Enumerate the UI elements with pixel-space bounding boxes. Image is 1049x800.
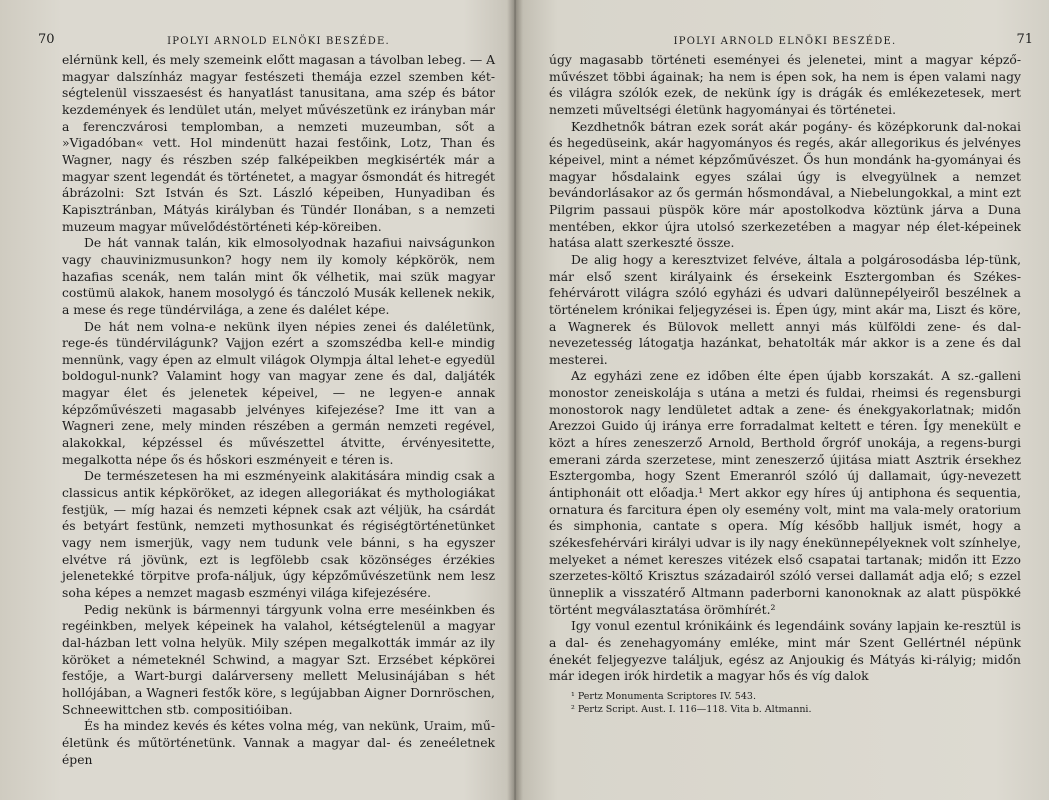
footnotes [549, 690, 1021, 716]
paragraph: De alig hogy a keresztvizet felvéve, általa a polgárosodásba lép-tünk, már első szent királyaink és érsekeink Esztergomban és Székes-fehérvárott világra szóló egyházi és udvari dalünnepélyeiről beszélnek a történelem krónikai feljegyzései is. Épen úgy, mint akár ma, Liszt és köre, a Wagnerek és Bülovok mellett annyi más külföldi zene- és dal-nevezetesség látogatja hazánkat, behatolták már akkor is a zene és dal mesterei. [549, 252, 1021, 367]
left-page-number: 70 [38, 32, 55, 47]
paragraph: elérnünk kell, és mely szemeink előtt magasan a távolban lebeg. — A magyar dalszínház magyar festészeti themája ezzel szemben két-ségtelenül visszaesést és hanyatlást tanusitana, ama szép és bátor kezdemények és lendület után, melyet művészetünk ez irányban már a ferenczvárosi templomban, a nemzeti muzeumban, sőt a »Vigadóban« vett. Hol mindenütt hazai festőink, Lotz, Than és Wagner, nagy és részben szép falképeikben megkisérték már a magyar szent legendát és történetet, a magyar ősmondát és hitregét ábrázolni: Szt István és Szt. László képeiben, Hunyadiban és Kapisztránban, Mátyás királyban és Tündér Ilonában, s a nemzeti muzeum magyar művelődéstörténeti kép-köreiben. [62, 53, 496, 234]
paragraph: Kezdhetnők bátran ezek sorát akár pogány- és középkorunk dal-nokai és hegedüseink, akár hagyományos és regés, akár allegorikus és jelvényes képeivel, mint a német képzőművészet. Ős hun mondánk ha-gyományai és magyar hősdalaink egyes szálai úgy is elvegyülnek a nemzet bevándorlásakor az ős germán hősmondával, a Niebelungokkal, a mint ezt Pilgrim passaui püspök köre már apostolkodva köztünk járva a Duna mentében, ekkor újra utolsó szerkezetében a magyar nép élet-képeinek hatása alatt szerkeszté össze. [549, 119, 1021, 251]
footnote: ² Pertz Script. Aust. I. 116—118. Vita b. Altmanni. [571, 704, 812, 715]
right-page-number: 71 [1016, 32, 1033, 47]
footnote: ¹ Pertz Monumenta Scriptores IV. 543. [571, 691, 756, 702]
left-body-text [62, 52, 495, 768]
paragraph: És ha mindez kevés és kétes volna még, van nekünk, Uraim, mű-életünk és műtörténetünk. Vannak a magyar dal- és zeneéletnek épen [62, 719, 495, 767]
left-running-head [38, 30, 495, 52]
paragraph: úgy magasabb történeti eseményei és jelenetei, mint a magyar képző-művészet többi ágainak; ha nem is épen sok, ha nem is épen valami nagy és világra szólók ezek, de nekünk így is drágák és emlékezetesek, mert nemzeti műveltségi életünk hagyományai és történetei. [549, 53, 1021, 117]
paragraph: Igy vonul ezentul krónikáink és legendáink sovány lapjain ke-resztül is a dal- és zenehagyomány emléke, mint már Szent Gellértnél népünk énekét feljegyezve találjuk, egész az Anjoukig és Mátyás ki-rályig; midőn már idegen irók hirdetik a magyar hős és víg dalok [549, 619, 1021, 684]
paragraph: De hát nem volna-e nekünk ilyen népies zenei és daléletünk, rege-és tündérvilágunk? Vajjon ezért a szomszédba kell-e mindig mennünk, vagy épen az elmult világok Olympja által lehet-e egyedül boldogul-nunk? Valamint hogy van magyar zene és dal, daljáték magyar élet és jelenetek képeivel, — ne legyen-e annak képzőművészeti magasabb jelvényes kifejezése? Ime itt van a Wagneri zene, mely minden részében a germán nemzeti regével, alakokkal, képzéssel és művészettel átvitte, érvényesitette, megalkotta népe ős és hőskori eszményeit e téren is. [62, 319, 495, 467]
left-page [0, 0, 515, 800]
paragraph: De természetesen ha mi eszményeink alakitására mindig csak a classicus antik képköröket, az idegen allegoriákat és mythologiákat festjük, — míg hazai és nemzeti képnek csak azt véljük, ha csárdát és betyárt festünk, nemzeti mythosunkat és régiségtörténetünket vagy nem ismerjük, vagy nem tudunk vele bánni, s ha egyszer elvétve rá jövünk, ezt is legfölebb csak közönséges érzékies jelenetekké törpitve profa-náljuk, úgy képzőművészetünk nem lesz soha képes a nemzet magasb eszményi világa kifejezésére. [62, 469, 495, 600]
right-running-head [549, 30, 1033, 52]
right-body-text [549, 52, 1021, 685]
paragraph: De hát vannak talán, kik elmosolyodnak hazafiui naivságunkon vagy chauvinizmusunkon? hogy nem ily komoly képkörök, nem hazafias scenák, nem talán mint ők vélhetik, mai szük magyar costümü alakok, hanem mosolygó és tánczoló Musák kellenek nekik, a mese és rege tündérvilága, a zene és dalélet képe. [62, 236, 495, 317]
paragraph: Pedig nekünk is bármennyi tárgyunk volna erre meséinkben és regéinkben, melyek képeinek ha valahol, kétségtelenül a magyar dal-házban lett volna helyük. Mily szépen megalkották immár az ily köröket a németeknél Schwind, a magyar Szt. Erzsébet képkörei festője, a Wart-burgi dalárverseny mellett Melusinájában s hét hollójában, a Wagneri festők köre, s legújabban Aigner Dornröschen, Schneewittchen stb. compositióiban. [62, 602, 495, 717]
left-running-title: IPOLYI ARNOLD ELNÖKI BESZÉDE. [167, 36, 390, 47]
right-running-title: IPOLYI ARNOLD ELNÖKI BESZÉDE. [673, 36, 897, 47]
right-page [515, 0, 1049, 800]
paragraph: Az egyházi zene ez időben élte épen újabb korszakát. A sz.-galleni monostor zeneiskolája s utána a metzi és fuldai, rheimsi és regensburgi monostorok nagy lendületet adtak a zene- és énekgyakorlatnak; midőn Arezzoi Guido új iránya erre forradalmat keltett e téren. Így menekült e közt a híres zeneszerző Arnold, Berthold őrgróf unokája, a regens-burgi emerani zárda szerzetese, mint zeneszerző újitása miatt Asztrik érsekhez Esztergomba, hogy Szent Emeranról szóló új dallamait, úgy-nevezett ántiphonáit ott előadja.¹ Mert akkor egy híres új antiphona és sequentia, ornatura és farcitura épen oly esemény volt, mint ma vala-mely oratorium és simphonia, cantate s opera. Míg később halljuk ismét, hogy a székesfehérvári királyi udvar is ily nagy énekünnepélyeknek volt színhelye, melyeket a német kereszes vitézek első csapatai tartanak; midőn itt Ezzo szerzetes-költő Krisztus századairól szóló versei dallamát adja elő; s ezzel ünneplik a visszatérő Altmann paderborni kanonoknak az alatt püspökké történt megválasztatása örömhírét.² [549, 369, 1021, 617]
